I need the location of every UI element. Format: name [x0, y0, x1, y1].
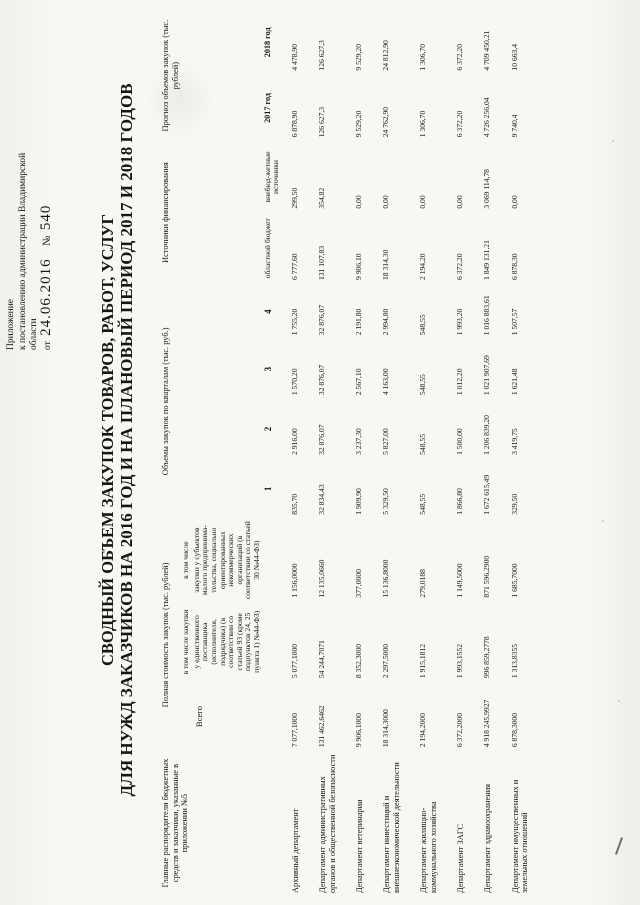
row-regional-cell: 6 777,60: [289, 253, 299, 280]
header-incl-smp: в том числе: [181, 541, 191, 579]
row-q3-cell: 2 567,10: [353, 368, 363, 396]
header-extrabudget: внебюд-жетные источники: [262, 151, 281, 203]
row-y2017-cell: 24 762,90: [381, 106, 391, 138]
header-row-4: [263, 10, 282, 895]
row-q3-cell: 1 570,20: [289, 368, 299, 396]
row-single-cell: 8 352,3000: [353, 643, 363, 679]
row-q1-cell: 835,70: [289, 493, 299, 515]
row-q1-cell: 548,55: [418, 493, 428, 515]
row-q2-cell: 5 827,00: [381, 428, 391, 455]
row-q4-cell: 1 993,20: [454, 308, 464, 336]
row-q4-cell: 2 994,80: [381, 308, 391, 336]
row-single-cell: 1 915,1812: [418, 643, 428, 679]
header-regional-budget: областной бюджет: [262, 218, 272, 279]
header-q2: 2: [262, 426, 273, 432]
row-y2017-cell: 6 878,90: [289, 110, 299, 138]
row-y2018-cell: 126 627,3: [317, 40, 327, 71]
row-extra-cell: 354,82: [317, 187, 327, 209]
row-smp-cell: 1 149,5000: [454, 563, 464, 598]
row-q3-cell: 1 021 907,69: [482, 355, 492, 396]
row-total-cell: 18 314,3000: [381, 709, 391, 748]
row-smp-cell: 1 685,7000: [509, 563, 519, 598]
row-q3-cell: 32 876,07: [317, 364, 327, 396]
row-q1-cell: 5 329,50: [381, 488, 391, 515]
row-y2018-cell: 4 709 450,21: [482, 30, 492, 71]
row-total-cell: 9 906,1000: [353, 712, 363, 748]
table-body: [282, 10, 539, 895]
row-q1-cell: 1 672 615,49: [482, 474, 492, 515]
row-name-cell: Департамент здравоохранения: [483, 783, 493, 893]
header-forecast: Прогноз объемов закупок (тыс. рублей): [161, 19, 180, 132]
table-row: [447, 10, 474, 895]
row-smp-cell: 1 156,0000: [289, 563, 299, 598]
row-regional-cell: 6 372,20: [454, 253, 464, 280]
row-y2017-cell: 1 306,70: [418, 110, 428, 138]
row-regional-cell: 2 194,20: [418, 253, 428, 280]
row-extra-cell: 0,00: [418, 195, 428, 209]
row-smp-cell: 12 135,0660: [317, 559, 327, 598]
row-smp-cell: 15 136,8000: [381, 559, 391, 598]
scan-speckle: [612, 140, 614, 142]
row-q3-cell: 1 012,20: [454, 368, 464, 396]
row-y2018-cell: 4 478,90: [289, 43, 299, 71]
table-row: [410, 10, 447, 895]
row-single-cell: 54 244,7071: [317, 640, 327, 679]
row-regional-cell: 6 878,30: [509, 253, 519, 280]
table-row: [282, 10, 309, 895]
row-q2-cell: 1 500,00: [454, 428, 464, 455]
document-title: [98, 80, 136, 800]
row-extra-cell: 0,00: [454, 195, 464, 209]
row-q1-cell: 32 834,43: [317, 484, 327, 515]
row-smp-cell: 377,0000: [353, 569, 363, 598]
row-smp-cell: 279,0188: [418, 569, 428, 598]
row-q3-cell: 1 621,48: [509, 368, 519, 396]
row-name-cell: Департамент ветеринарии: [354, 799, 364, 893]
row-q4-cell: 32 876,07: [317, 304, 327, 336]
row-single-cell: 1 993,1552: [454, 643, 464, 679]
appendix-date-line: [37, 50, 55, 350]
row-extra-cell: 299,50: [289, 187, 299, 209]
header-row-1: [160, 10, 181, 895]
row-y2017-cell: 9 529,20: [353, 110, 363, 138]
header-q4: 4: [262, 309, 273, 314]
row-regional-cell: 18 314,30: [381, 249, 391, 280]
appendix-line3: области: [29, 318, 39, 350]
row-name-cell: Архивный департамент: [290, 808, 300, 893]
title-line1: СВОДНЫЙ ОБЪЕМ ЗАКУПОК ТОВАРОВ, РАБОТ, УСЛУГ: [98, 213, 117, 667]
row-q2-cell: 548,55: [418, 434, 428, 455]
row-q4-cell: 1 507,57: [509, 308, 519, 336]
row-y2017-cell: 126 627,3: [317, 106, 327, 138]
row-q2-cell: 3 237,30: [353, 428, 363, 455]
row-y2017-cell: 6 372,20: [454, 110, 464, 138]
table-row: [502, 10, 539, 895]
row-extra-cell: 0,00: [381, 195, 391, 209]
header-main-managers: Главные распорядители бюджетных средств и заказчики, указанные в приложении №5: [161, 758, 190, 888]
row-q2-cell: 2 916,00: [289, 428, 299, 455]
row-q2-cell: 3 419,75: [509, 428, 519, 455]
table-row: [309, 10, 346, 895]
row-extra-cell: 0,00: [353, 195, 363, 209]
row-q1-cell: 329,50: [509, 493, 519, 515]
row-total-cell: 6 878,3000: [509, 712, 519, 748]
appendix-no-label: №: [40, 235, 53, 246]
row-single-cell: 996 859,2778: [482, 636, 492, 679]
scan-speckle: [618, 700, 620, 702]
header-q1: 1: [262, 486, 273, 492]
scan-speckle: [602, 520, 604, 522]
appendix-date: 24.06.2016: [37, 258, 54, 336]
row-y2018-cell: 9 529,20: [353, 43, 363, 71]
row-q1-cell: 1 909,90: [353, 488, 363, 515]
row-single-cell: 2 297,5000: [381, 643, 391, 679]
header-2018: 2018 год: [262, 27, 272, 58]
appendix-number: 540: [37, 204, 54, 231]
appendix-block: [6, 50, 54, 350]
row-regional-cell: 9 906,10: [353, 253, 363, 280]
table-row: [373, 10, 410, 895]
row-extra-cell: 3 069 114,78: [482, 169, 492, 209]
table-row: [474, 10, 501, 895]
row-q3-cell: 4 163,00: [381, 368, 391, 396]
appendix-from-label: от: [42, 341, 53, 350]
row-smp-cell: 871 596,2900: [482, 555, 492, 598]
procurement-table: [160, 10, 539, 895]
row-regional-cell: 1 849 131,21: [482, 240, 492, 280]
row-total-cell: 7 077,1000: [289, 712, 299, 748]
row-y2017-cell: 4 726 256,04: [482, 97, 492, 138]
row-single-cell: 5 077,1000: [289, 643, 299, 679]
row-q4-cell: 2 191,80: [353, 308, 363, 336]
row-regional-cell: 131 107,83: [317, 245, 327, 280]
row-name-cell: Департамент ЗАГС: [455, 823, 465, 893]
header-full-cost: Полная стоимость закупок (тыс. рублей): [161, 562, 170, 708]
row-q1-cell: 1 866,80: [454, 488, 464, 515]
header-total: Всего: [194, 706, 205, 728]
row-y2018-cell: 24 812,90: [381, 40, 391, 71]
row-y2017-cell: 9 740,4: [509, 114, 519, 138]
appendix-line1: Приложение: [6, 299, 16, 350]
row-extra-cell: 0,00: [509, 195, 519, 209]
row-q4-cell: 1 755,20: [289, 308, 299, 336]
row-total-cell: 2 194,2000: [418, 712, 428, 748]
header-sources: Источники финансирования: [161, 162, 170, 263]
header-q3: 3: [262, 366, 273, 372]
row-total-cell: 131 462,6462: [317, 705, 327, 748]
row-name-cell: Департамент административных органов и общественной безопасности: [318, 754, 337, 893]
row-y2018-cell: 1 306,70: [418, 43, 428, 71]
appendix-line2: к постановлению администрации Владимирской: [17, 152, 28, 350]
row-name-cell: Департамент инвестиций и внешнеэкономической деятельности: [382, 762, 401, 893]
row-q4-cell: 548,55: [418, 314, 428, 336]
header-2017: 2017 год: [262, 92, 272, 123]
row-y2018-cell: 10 663,4: [509, 43, 519, 71]
row-q3-cell: 548,55: [418, 374, 428, 396]
row-q4-cell: 1 016 883,61: [482, 295, 492, 336]
row-q2-cell: 1 206 839,20: [482, 415, 492, 455]
header-smp-detail: закупки у субъектов малого предпринима-тельства, социально ориентированных некоммерческих организаций (в соответствии со статьей 30 №44-ФЗ): [191, 521, 261, 600]
title-line2: ДЛЯ НУЖД ЗАКАЗЧИКОВ НА 2016 ГОД И НА ПЛАНОВЫЙ ПЕРИОД 2017 И 2018 ГОДОВ: [117, 83, 136, 797]
row-q2-cell: 32 876,07: [317, 424, 327, 455]
header-incl-single: в том числе закупки: [181, 609, 191, 675]
row-single-cell: 1 313,8355: [509, 643, 519, 679]
row-total-cell: 6 372,2000: [454, 712, 464, 748]
row-name-cell: Департамент жилищно-коммунального хозяйства: [419, 801, 438, 893]
row-total-cell: 4 918 245,9927: [482, 699, 492, 748]
row-y2018-cell: 6 372,20: [454, 43, 464, 71]
row-name-cell: Департамент имущественных и земельных отношений: [510, 779, 530, 893]
table-row: [346, 10, 373, 895]
header-single-detail: у единственного поставщика (исполнителя, подрядчика) (в соответствии со статьей 93 (кроме подпунктов 24, 25 пункта 1) №44-ФЗ): [191, 610, 261, 673]
header-quarterly: Объемы закупок по кварталам (тыс. руб.): [161, 327, 170, 476]
